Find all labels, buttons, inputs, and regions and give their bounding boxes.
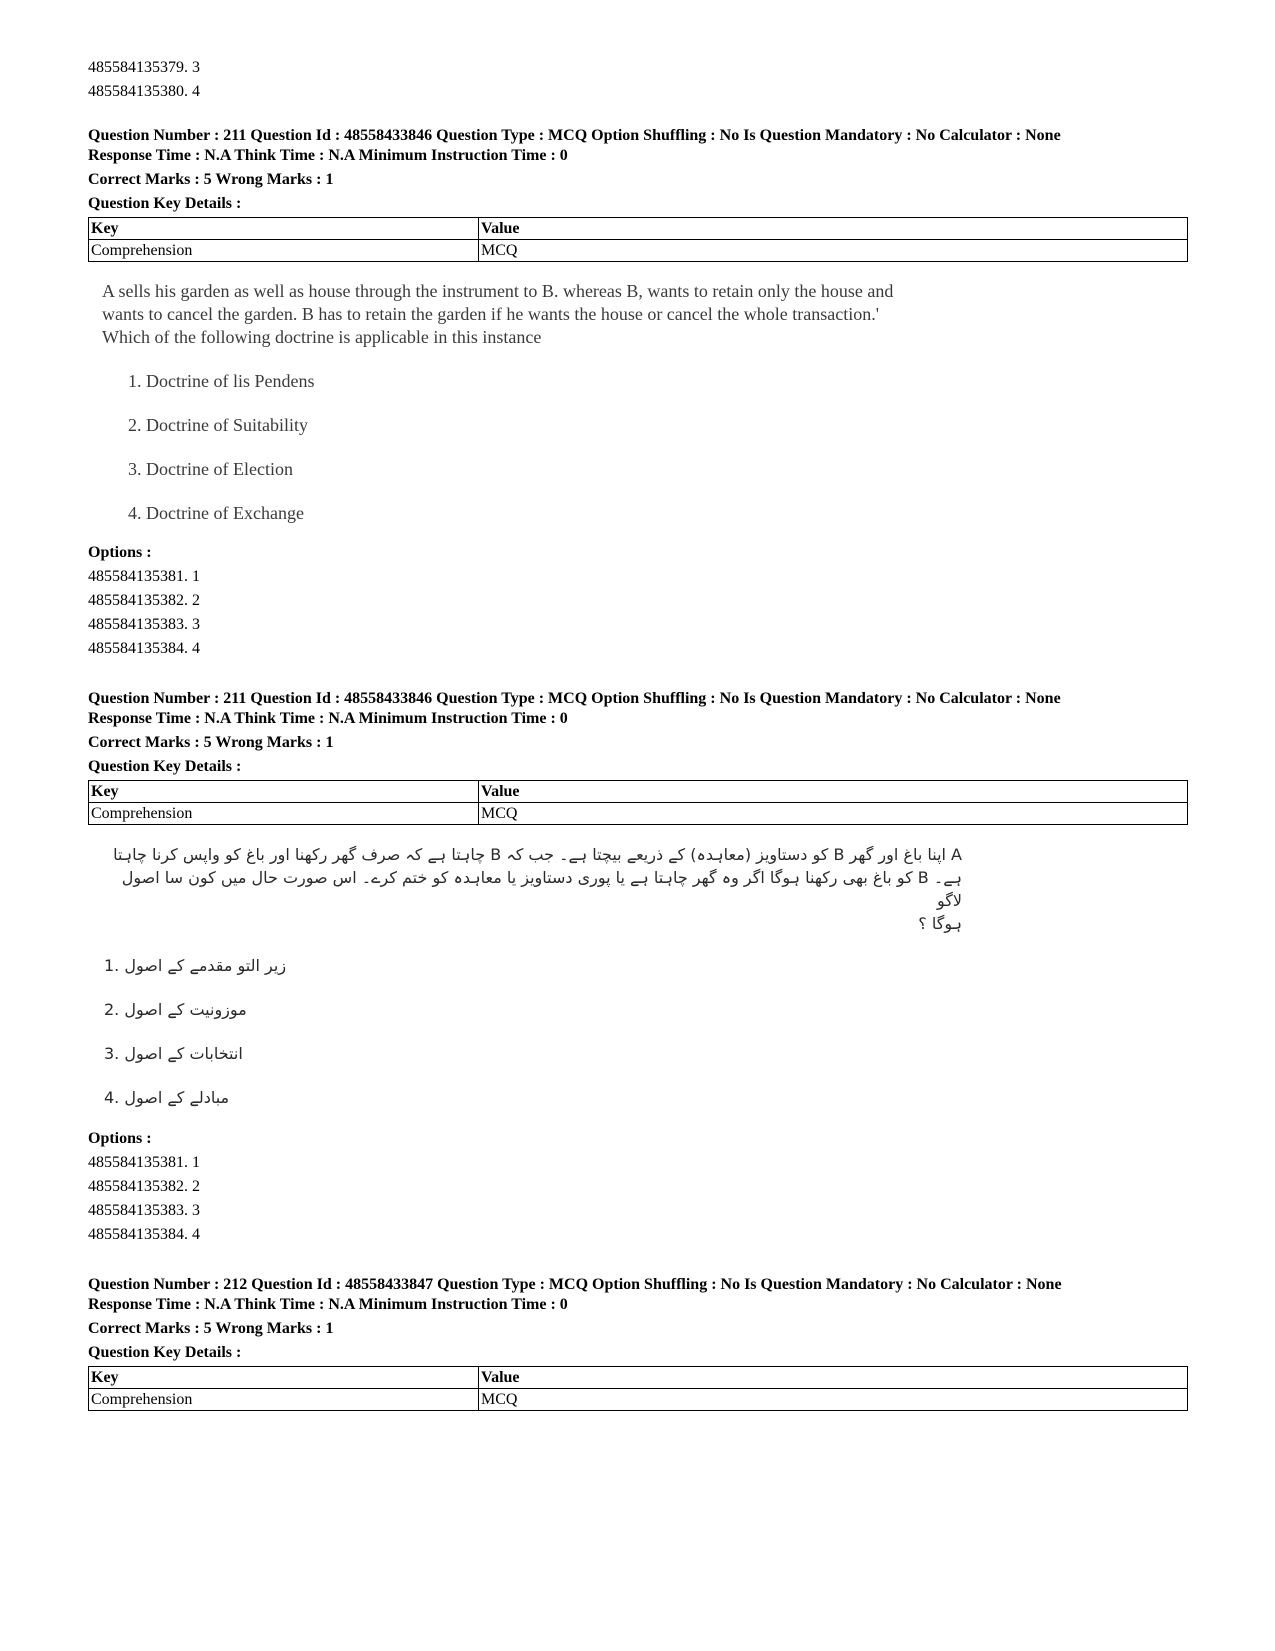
choice-number: 1. — [104, 956, 120, 975]
table-header-value: Value — [479, 1367, 1188, 1389]
question-timing: Response Time : N.A Think Time : N.A Minimum Instruction Time : 0 — [88, 710, 568, 727]
choice-number: 2. — [104, 1000, 120, 1019]
key-details-table — [88, 217, 1188, 262]
choice-2 — [104, 997, 1188, 1023]
question-image — [102, 280, 1188, 525]
question-marks: Correct Marks : 5 Wrong Marks : 1 — [88, 1320, 334, 1337]
stem-line: A اپنا باغ اور گھر B کو دستاویز (معاہدہ) کے ذریعے بیچتا ہے۔ جب کہ B چاہتا ہے کہ صرف گھر رکھنا اور باغ کو واپس کرنا چاہتا — [113, 845, 962, 864]
choice-1 — [104, 953, 1188, 979]
table-header-key: Key — [89, 781, 479, 803]
question-header: Question Number : 212 Question Id : 48558433847 Question Type : MCQ Option Shuffling : No Is Question Mandatory : No Calculator : None — [88, 1276, 1062, 1293]
option-line: 485584135383. 3 — [88, 1202, 200, 1219]
option-line: 485584135381. 1 — [88, 568, 200, 585]
stem-line: A sells his garden as well as house through the instrument to B. whereas B, wants to retain only the house and — [102, 281, 894, 301]
question-block-211-urdu — [88, 689, 1188, 1247]
table-cell-value: MCQ — [479, 1389, 1188, 1411]
stem-line: ہوگا ؟ — [918, 914, 962, 933]
choice-text: مبادلے کے اصول — [124, 1088, 230, 1107]
table-row — [89, 803, 1188, 825]
table-header-row — [89, 781, 1188, 803]
key-details-title: Question Key Details : — [88, 1344, 242, 1361]
table-row — [89, 240, 1188, 262]
table-cell-key: Comprehension — [89, 803, 479, 825]
key-details-title: Question Key Details : — [88, 758, 242, 775]
options-title: Options : — [88, 1130, 152, 1147]
stem-line: ہے۔ B کو باغ بھی رکھنا ہوگا اگر وہ گھر چاہتا ہے یا پوری دستاویز یا معاہدہ کو ختم کرے۔ اس صورت حال میں کون سا اصول لاگو — [121, 868, 962, 910]
option-line: 485584135381. 1 — [88, 1154, 200, 1171]
option-line: 485584135384. 4 — [88, 1226, 200, 1243]
key-details-table — [88, 1366, 1188, 1411]
question-block-212 — [88, 1275, 1188, 1411]
choice-number: 3. — [104, 1044, 120, 1063]
key-details-table — [88, 780, 1188, 825]
question-block-211-english — [88, 126, 1188, 661]
choice-4 — [104, 1085, 1188, 1111]
choice-1: 1. Doctrine of lis Pendens — [128, 371, 315, 391]
option-line: 485584135382. 2 — [88, 1178, 200, 1195]
choice-text: انتخابات کے اصول — [124, 1044, 243, 1063]
choice-4: 4. Doctrine of Exchange — [128, 503, 304, 523]
choice-text: موزونیت کے اصول — [124, 1000, 247, 1019]
option-line: 485584135384. 4 — [88, 640, 200, 657]
table-cell-value: MCQ — [479, 803, 1188, 825]
table-cell-key: Comprehension — [89, 1389, 479, 1411]
question-header: Question Number : 211 Question Id : 48558433846 Question Type : MCQ Option Shuffling : No Is Question Mandatory : No Calculator : None — [88, 690, 1061, 707]
previous-options-list — [88, 56, 1188, 104]
choice-3: 3. Doctrine of Election — [128, 459, 293, 479]
table-header-value: Value — [479, 218, 1188, 240]
question-image-urdu — [102, 843, 1188, 1111]
question-stem — [102, 280, 972, 349]
stem-line: wants to cancel the garden. B has to retain the garden if he wants the house or cancel the whole transaction.' — [102, 304, 879, 324]
table-header-key: Key — [89, 1367, 479, 1389]
table-cell-value: MCQ — [479, 240, 1188, 262]
option-line: 485584135379. 3 — [88, 59, 200, 76]
question-timing: Response Time : N.A Think Time : N.A Minimum Instruction Time : 0 — [88, 1296, 568, 1313]
document-page — [88, 56, 1188, 1411]
table-header-value: Value — [479, 781, 1188, 803]
option-line: 485584135380. 4 — [88, 83, 200, 100]
stem-line: Which of the following doctrine is applicable in this instance — [102, 327, 542, 347]
table-cell-key: Comprehension — [89, 240, 479, 262]
table-header-row — [89, 1367, 1188, 1389]
table-header-row — [89, 218, 1188, 240]
options-title: Options : — [88, 544, 152, 561]
choice-2: 2. Doctrine of Suitability — [128, 415, 308, 435]
key-details-title: Question Key Details : — [88, 195, 242, 212]
question-header: Question Number : 211 Question Id : 48558433846 Question Type : MCQ Option Shuffling : No Is Question Mandatory : No Calculator : None — [88, 127, 1061, 144]
question-timing: Response Time : N.A Think Time : N.A Minimum Instruction Time : 0 — [88, 147, 568, 164]
question-marks: Correct Marks : 5 Wrong Marks : 1 — [88, 171, 334, 188]
question-marks: Correct Marks : 5 Wrong Marks : 1 — [88, 734, 334, 751]
question-stem — [102, 843, 962, 935]
option-line: 485584135382. 2 — [88, 592, 200, 609]
choice-number: 4. — [104, 1088, 120, 1107]
option-line: 485584135383. 3 — [88, 616, 200, 633]
choice-3 — [104, 1041, 1188, 1067]
choice-text: زیر التو مقدمے کے اصول — [124, 956, 287, 975]
table-header-key: Key — [89, 218, 479, 240]
table-row — [89, 1389, 1188, 1411]
